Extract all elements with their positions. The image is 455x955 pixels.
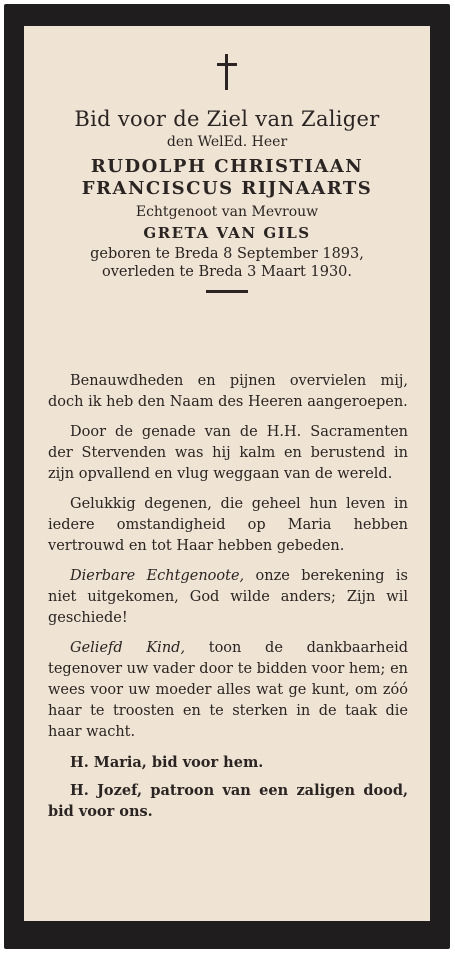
paragraph-4	[48, 566, 408, 629]
prayer-heading: Bid voor de Ziel van Zaliger	[74, 107, 380, 131]
card-body	[48, 371, 408, 829]
paragraph-2: Door de genade van de H.H. Sacramenten der Stervenden was hij kalm en berustend in zijn opvallend en vlug weggaan van de wereld.	[48, 424, 408, 482]
paragraph-4-lead: Dierbare Echtgenoote,	[70, 568, 245, 584]
memorial-card-border	[4, 4, 450, 949]
deceased-name-line-1: RUDOLPH CHRISTIAAN	[90, 155, 364, 177]
born-line: geboren te Breda 8 September 1893,	[90, 246, 364, 262]
spouse-intro: Echtgenoot van Mevrouw	[135, 203, 319, 220]
card-header	[24, 106, 430, 293]
spouse-name: GRETA VAN GILS	[143, 224, 311, 243]
prayer-maria: H. Maria, bid voor hem.	[70, 754, 264, 771]
paragraph-3: Gelukkig degenen, die geheel hun leven in iedere omstandigheid op Maria hebben vertrouwd en tot Haar hebben gebeden.	[48, 496, 408, 554]
title-line: den WelEd. Heer	[166, 134, 288, 151]
cross-icon	[215, 54, 239, 90]
deceased-name-line-2: FRANCISCUS RIJNAARTS	[81, 178, 373, 200]
died-line: overleden te Breda 3 Maart 1930.	[101, 264, 353, 281]
divider	[206, 290, 248, 293]
prayer-jozef: H. Jozef, patroon van een zaligen dood, bid voor ons.	[48, 782, 408, 820]
paragraph-5-lead: Geliefd Kind,	[70, 640, 186, 656]
paragraph-4-rest: onze berekening is niet uitgekomen, God wilde anders; Zijn wil geschiede!	[48, 568, 408, 626]
paragraph-5-rest: toon de dankbaarheid tegenover uw vader door te bidden voor hem; en wees voor uw moeder alles wat ge kunt, om zóó haar te troosten en te sterken in de taak die haar wacht.	[48, 640, 408, 740]
memorial-card-paper	[24, 26, 430, 921]
paragraph-1: Benauwdheden en pijnen overvielen mij, doch ik heb den Naam des Heeren aangeroepen.	[48, 373, 408, 410]
paragraph-5	[48, 638, 408, 743]
